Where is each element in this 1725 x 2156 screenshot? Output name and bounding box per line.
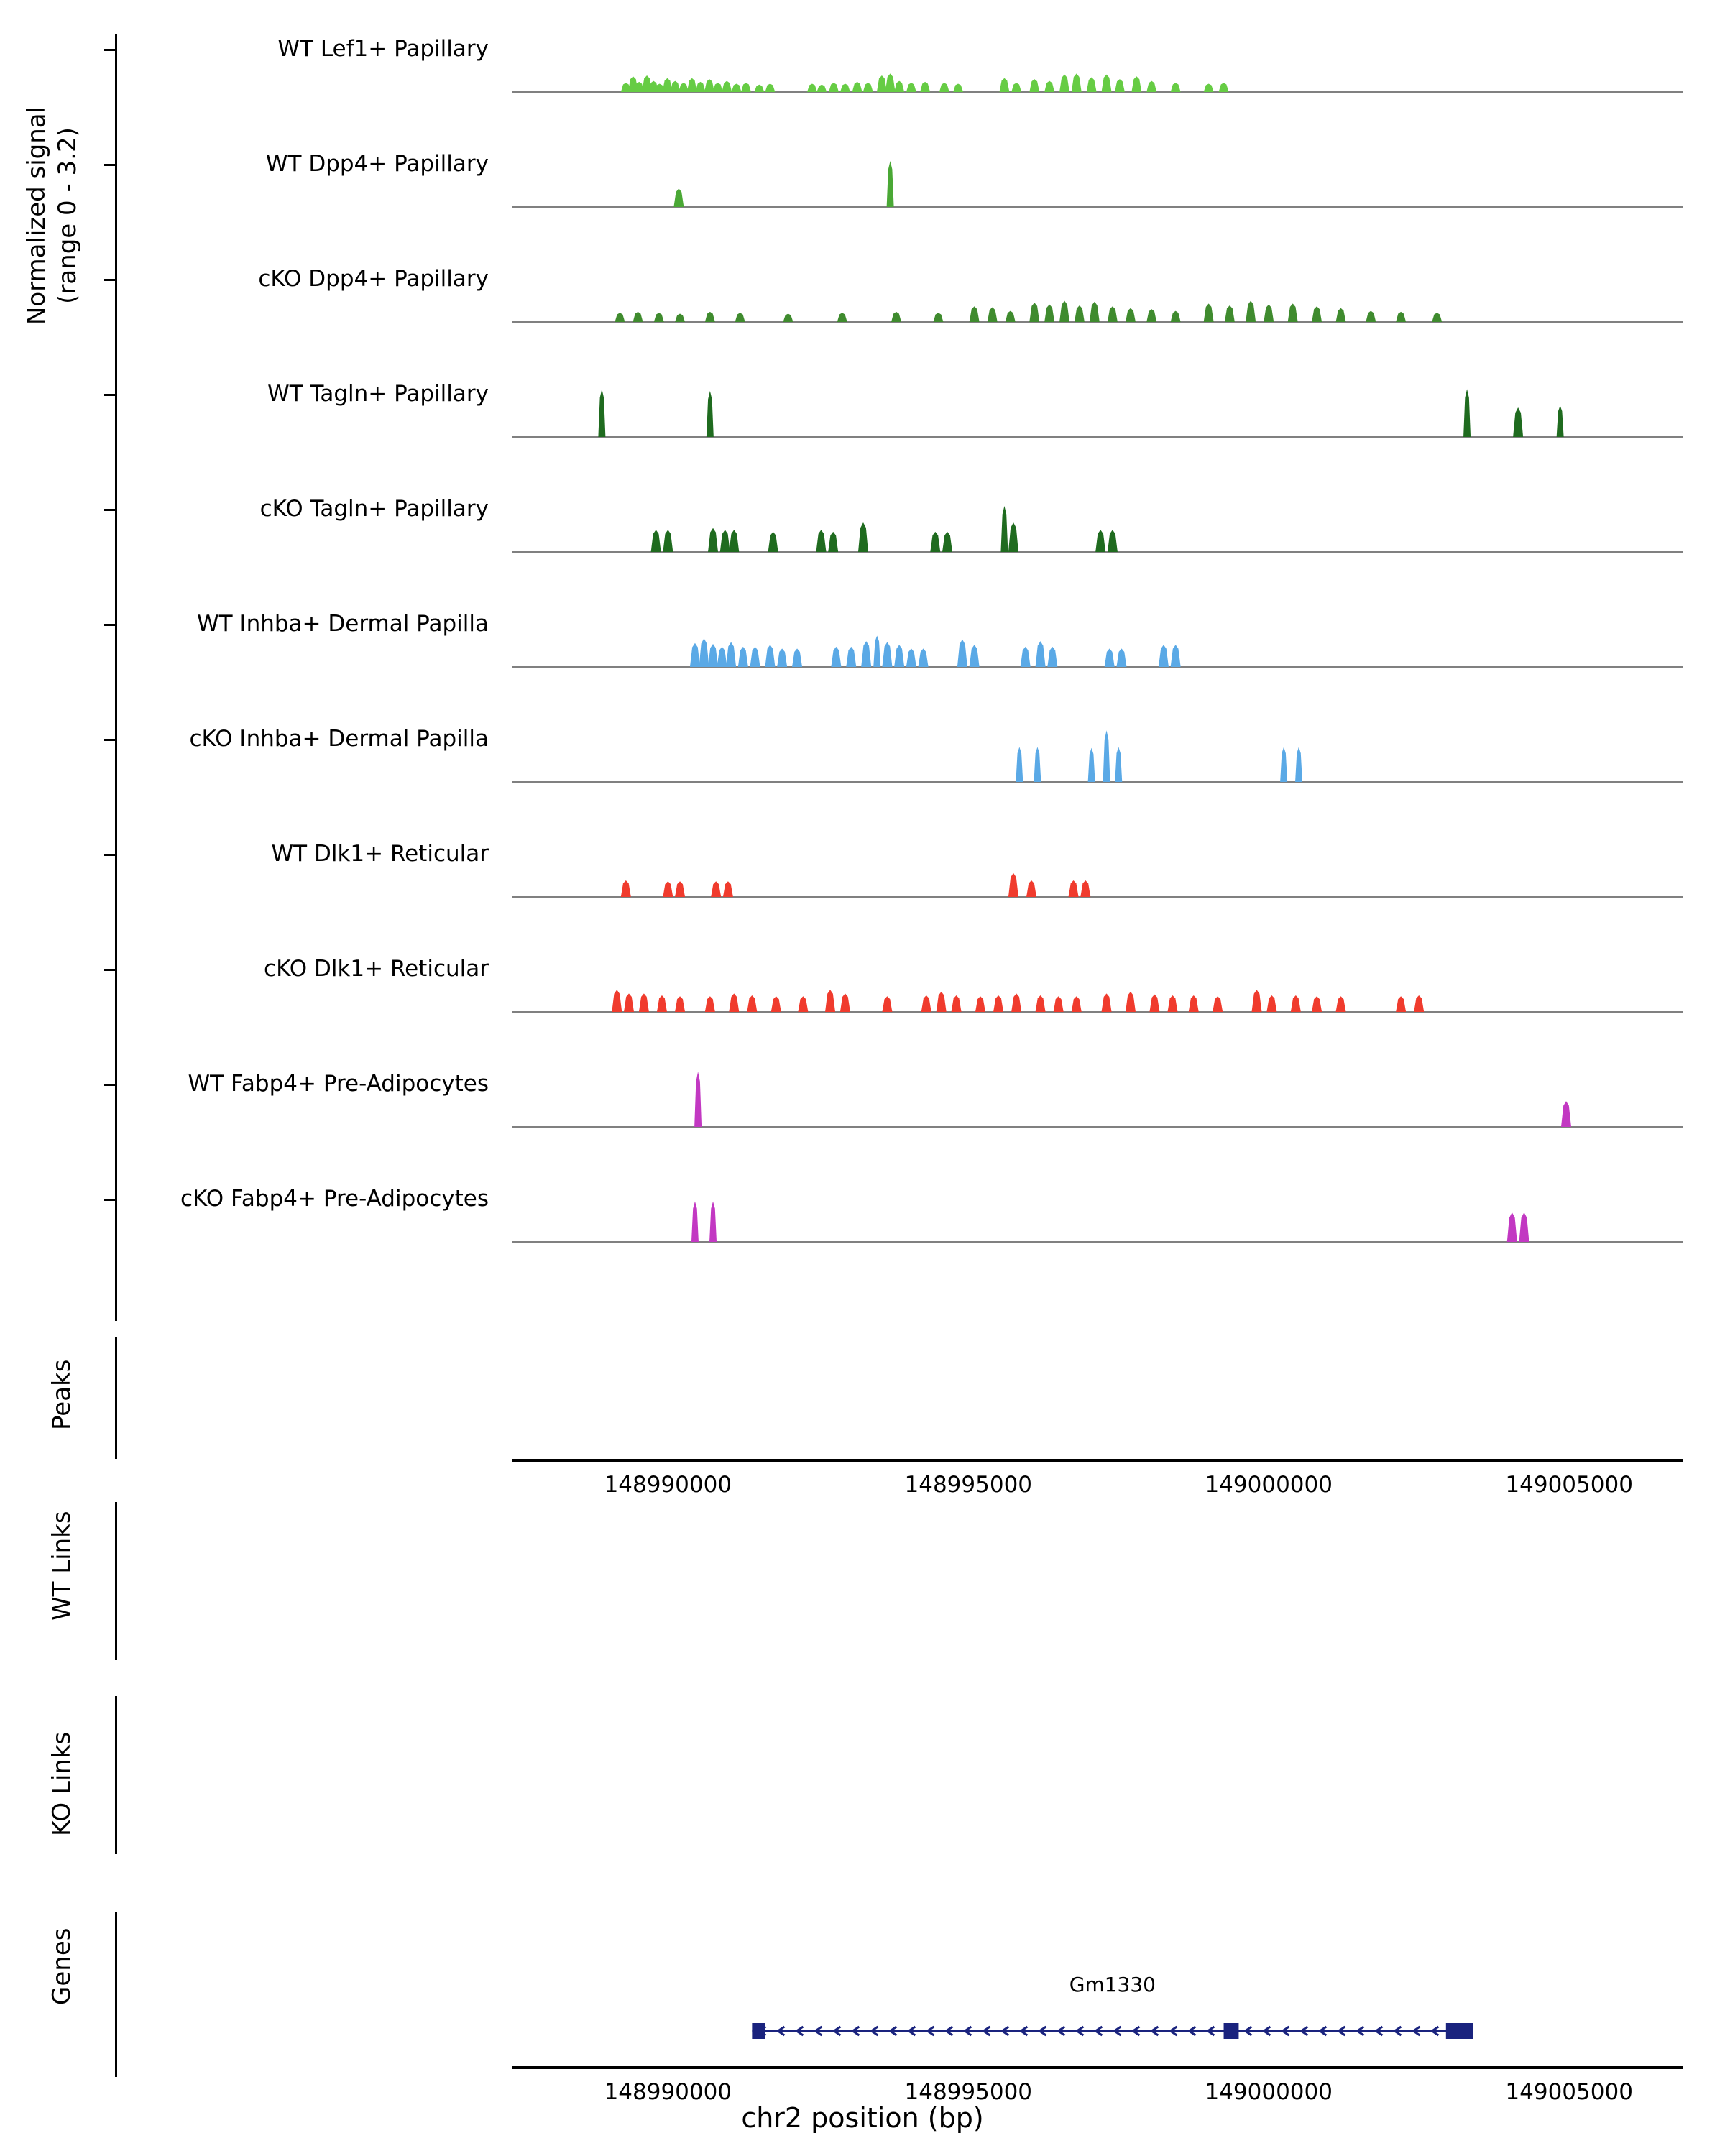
track-signal-plot bbox=[512, 29, 1683, 114]
track-signal-plot bbox=[512, 144, 1683, 229]
peaks-axis-spine bbox=[115, 1337, 117, 1459]
y-axis-label-line1: Normalized signal bbox=[22, 106, 51, 326]
track-signal-plot bbox=[512, 259, 1683, 344]
track-signal-plot bbox=[512, 949, 1683, 1033]
track-label: WT Dlk1+ Reticular bbox=[271, 841, 489, 867]
ko-links-axis-spine bbox=[115, 1696, 117, 1854]
x-axis-title: chr2 position (bp) bbox=[741, 2102, 984, 2134]
axis-tick bbox=[104, 164, 117, 166]
section-label-wt-links: WT Links bbox=[47, 1511, 76, 1621]
wt-links-axis-spine bbox=[115, 1502, 117, 1660]
track-signal-plot bbox=[512, 604, 1683, 688]
y-axis-label bbox=[22, 0, 83, 503]
section-label-genes: Genes bbox=[47, 1927, 76, 2005]
axis-tick bbox=[104, 1199, 117, 1201]
axis-tick bbox=[104, 1084, 117, 1086]
gene-model[interactable] bbox=[512, 2012, 1683, 2058]
gene-label: Gm1330 bbox=[1069, 1973, 1156, 1996]
axis-tick bbox=[104, 854, 117, 856]
track-signal-plot bbox=[512, 834, 1683, 918]
track-label: WT Tagln+ Papillary bbox=[267, 381, 489, 407]
genes-axis-spine bbox=[115, 1912, 117, 2077]
axis-tick bbox=[104, 49, 117, 51]
track-label: WT Dpp4+ Papillary bbox=[265, 151, 489, 177]
x-axis-top-line bbox=[512, 1459, 1683, 1462]
track-label: cKO Dpp4+ Papillary bbox=[258, 266, 489, 292]
track-label: cKO Dlk1+ Reticular bbox=[264, 956, 489, 982]
track-signal-plot bbox=[512, 1064, 1683, 1148]
axis-tick bbox=[104, 969, 117, 971]
axis-tick bbox=[104, 509, 117, 511]
x-axis-tick-label: 148995000 bbox=[904, 1472, 1033, 1498]
track-label: WT Lef1+ Papillary bbox=[277, 36, 489, 62]
track-signal-plot bbox=[512, 1179, 1683, 1263]
track-label: WT Fabp4+ Pre-Adipocytes bbox=[188, 1071, 489, 1097]
x-axis-tick-label: 149000000 bbox=[1205, 1472, 1333, 1498]
track-signal-plot bbox=[512, 374, 1683, 459]
track-signal-plot bbox=[512, 489, 1683, 573]
x-axis-tick-label: 149005000 bbox=[1505, 2079, 1633, 2105]
x-axis-tick-label: 149000000 bbox=[1205, 2079, 1333, 2105]
x-axis-tick-label: 148995000 bbox=[904, 2079, 1033, 2105]
track-label: WT Inhba+ Dermal Papilla bbox=[197, 611, 489, 637]
x-axis-tick-label: 148990000 bbox=[604, 1472, 732, 1498]
section-label-ko-links: KO Links bbox=[47, 1731, 76, 1836]
track-label: cKO Fabp4+ Pre-Adipocytes bbox=[180, 1186, 489, 1212]
track-label: cKO Tagln+ Papillary bbox=[259, 496, 489, 522]
axis-tick bbox=[104, 279, 117, 281]
section-label-peaks: Peaks bbox=[47, 1359, 76, 1430]
axis-tick bbox=[104, 624, 117, 626]
track-label: cKO Inhba+ Dermal Papilla bbox=[189, 726, 489, 752]
axis-tick bbox=[104, 394, 117, 396]
x-axis-tick-label: 149005000 bbox=[1505, 1472, 1633, 1498]
track-signal-plot bbox=[512, 719, 1683, 803]
x-axis-bottom-line bbox=[512, 2066, 1683, 2069]
signal-axis-spine bbox=[115, 34, 117, 1321]
axis-tick bbox=[104, 739, 117, 741]
y-axis-label-line2: (range 0 - 3.2) bbox=[52, 127, 82, 304]
x-axis-tick-label: 148990000 bbox=[604, 2079, 732, 2105]
